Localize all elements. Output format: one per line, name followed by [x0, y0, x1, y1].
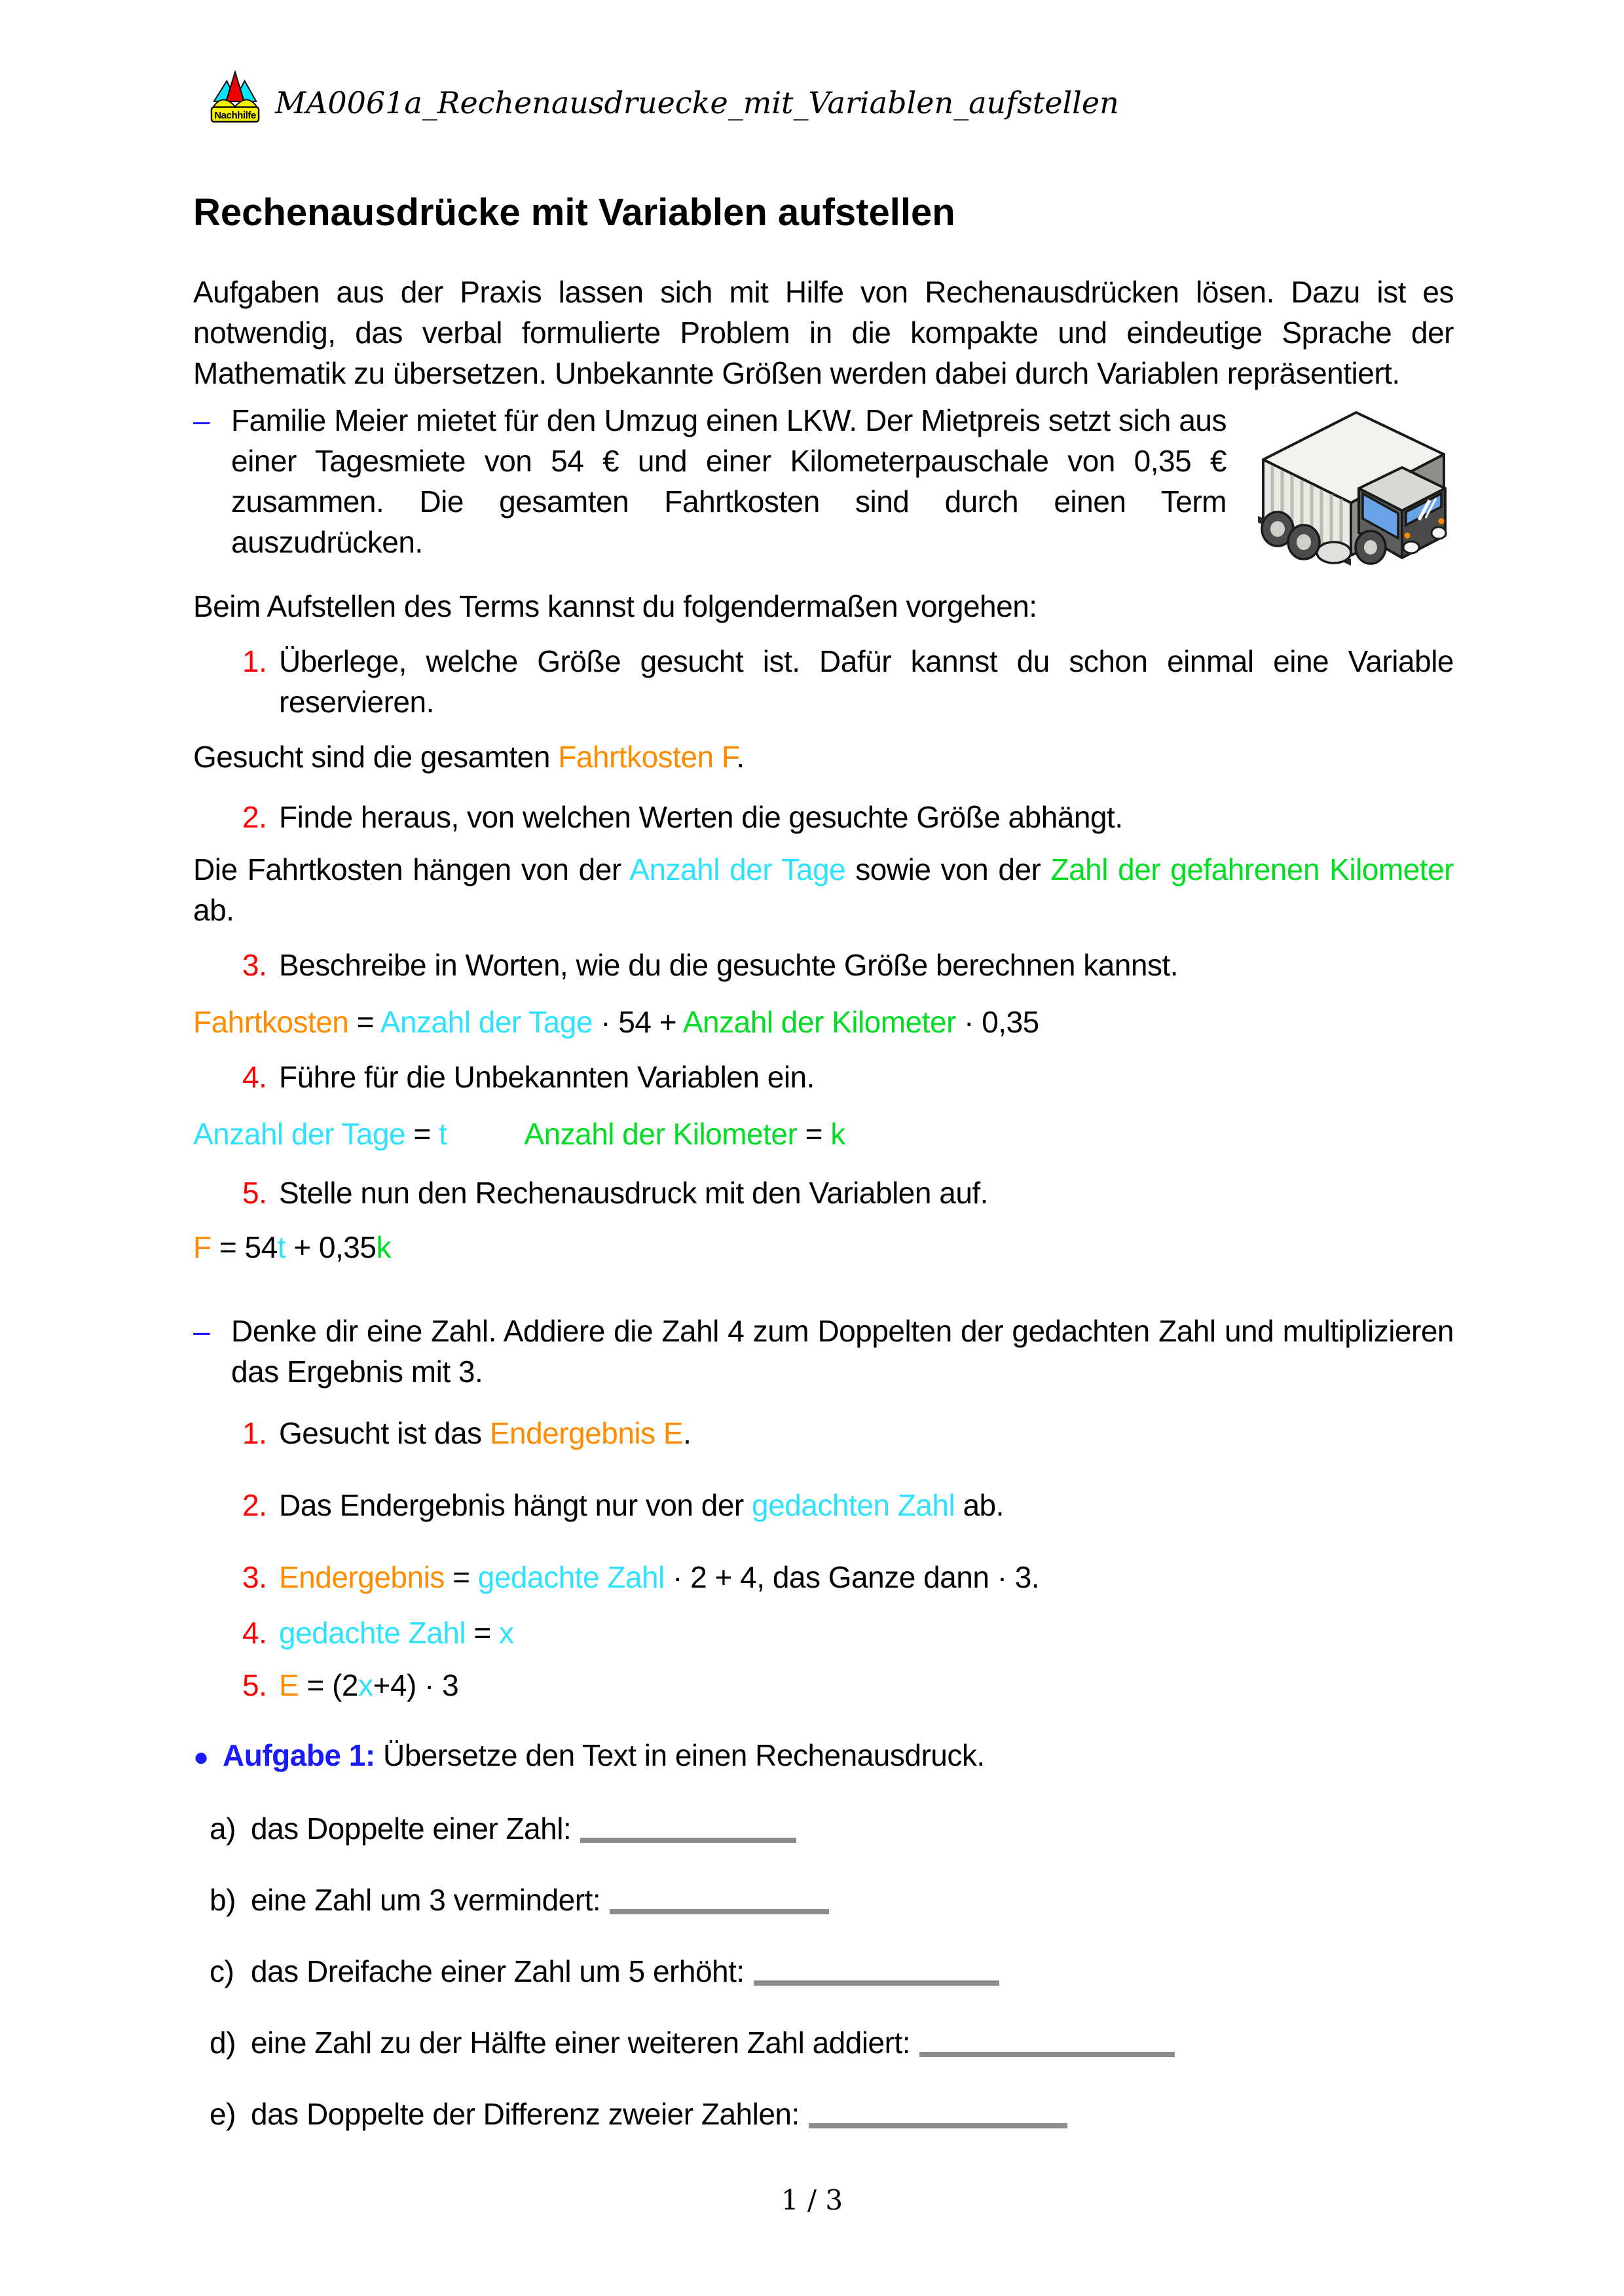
step-number: 4. — [242, 1060, 267, 1094]
bullet-dot: ● — [193, 1743, 209, 1772]
lkw-problem-text: Familie Meier mietet für den Umzug einen LKW. Der Mietpreis setzt sich aus einer Tagesmiete von 54 € und einer Kilometerpauschale von 0,35 € zusammen. Die gesamten Fahrtkosten sind durch einen Term auszudrücken. — [231, 403, 1227, 559]
b2-step-1 — [242, 1413, 1454, 1453]
step-text: Endergebnis = gedachte Zahl · 2 + 4, das Ganze dann · 3. — [279, 1560, 1040, 1594]
zahl-problem-text: Denke dir eine Zahl. Addiere die Zahl 4 zum Doppelten der gedachten Zahl und multiplizieren das Ergebnis mit 3. — [231, 1314, 1454, 1389]
step-text: Stelle nun den Rechenausdruck mit den Variablen auf. — [279, 1176, 988, 1210]
answer-blank — [754, 1980, 999, 1986]
task-b — [210, 1880, 1454, 1920]
step-number: 5. — [242, 1668, 267, 1702]
aufgabe-1-line — [223, 1735, 985, 1776]
answer-blank — [610, 1909, 829, 1914]
lead-in-text: Beim Aufstellen des Terms kannst du folgendermaßen vorgehen: — [193, 589, 1037, 623]
aufgabe-1-label: Aufgabe 1: — [223, 1738, 383, 1772]
task-text: das Doppelte der Differenz zweier Zahlen: — [251, 2094, 1067, 2134]
truck-image — [1247, 390, 1457, 566]
aufgabe-1-text: Übersetze den Text in einen Rechenausdruck. — [382, 1738, 985, 1772]
step-number: 1. — [242, 644, 267, 678]
logo-label: Nachhilfe — [214, 110, 256, 122]
page-title: Rechenausdrücke mit Variablen aufstellen — [193, 191, 955, 234]
step-text: Das Endergebnis hängt nur von der gedachten Zahl ab. — [279, 1488, 1004, 1522]
answer-blank — [809, 2123, 1067, 2128]
task-d — [210, 2022, 1454, 2063]
document-filename: MA0061a_Rechenausdruecke_mit_Variablen_aufstellen — [275, 85, 1119, 120]
step-number: 4. — [242, 1616, 267, 1650]
step-5 — [242, 1173, 1454, 1213]
task-text: das Dreifache einer Zahl um 5 erhöht: — [251, 1951, 999, 1992]
abhaengt-line: Die Fahrtkosten hängen von der Anzahl der Tage sowie von der Zahl der gefahrenen Kilometer ab. — [193, 852, 1454, 927]
dash-bullet: – — [193, 403, 210, 437]
step-3 — [242, 945, 1454, 985]
task-letter: a) — [210, 1812, 236, 1846]
task-text: das Doppelte einer Zahl: — [251, 1808, 796, 1849]
step-number: 5. — [242, 1176, 267, 1210]
dash-bullet: – — [193, 1314, 210, 1348]
gesucht-line: Gesucht sind die gesamten Fahrtkosten F. — [193, 740, 745, 774]
step-text: Überlege, welche Größe gesucht ist. Dafür kannst du schon einmal eine Variable reservieren. — [279, 644, 1454, 719]
task-letter: c) — [210, 1954, 234, 1988]
aufgabe-1-heading — [193, 1735, 1454, 1777]
b2-step-4 — [242, 1613, 1454, 1653]
step-text: Gesucht ist das Endergebnis E. — [279, 1416, 692, 1450]
step-2 — [242, 797, 1454, 837]
b2-step-2 — [242, 1485, 1454, 1525]
step-number: 3. — [242, 948, 267, 982]
task-text: eine Zahl um 3 vermindert: — [251, 1880, 829, 1920]
answer-blank — [580, 1838, 796, 1843]
formula-vars: F = 54t + 0,35k — [193, 1230, 391, 1264]
b2-step-3 — [242, 1557, 1454, 1597]
formula-words: Fahrtkosten = Anzahl der Tage · 54 + Anzahl der Kilometer · 0,35 — [193, 1005, 1039, 1039]
task-a — [210, 1808, 1454, 1849]
page-number: 1 / 3 — [781, 2184, 843, 2216]
intro-paragraph: Aufgaben aus der Praxis lassen sich mit Hilfe von Rechenausdrücken lösen. Dazu ist es notwendig, das verbal formulierte Problem in die kompakte und eindeutige Sprache der Mathematik zu übersetzen. Unbekannte Größen werden dabei durch Variablen repräsentiert. — [193, 275, 1454, 390]
task-letter: d) — [210, 2026, 236, 2060]
step-text: Beschreibe in Worten, wie du die gesuchte Größe berechnen kannst. — [279, 948, 1179, 982]
step-4 — [242, 1057, 1454, 1097]
task-text: eine Zahl zu der Hälfte einer weiteren Zahl addiert: — [251, 2022, 1175, 2063]
page-header — [210, 68, 1119, 124]
step-1 — [242, 641, 1454, 722]
task-letter: e) — [210, 2097, 236, 2131]
step-number: 2. — [242, 1488, 267, 1522]
step-text: Finde heraus, von welchen Werten die gesuchte Größe abhängt. — [279, 800, 1123, 834]
task-letter: b) — [210, 1883, 236, 1917]
step-text: E = (2x+4) · 3 — [279, 1668, 459, 1702]
step-text: Führe für die Unbekannten Variablen ein. — [279, 1060, 815, 1094]
answer-blank — [919, 2052, 1175, 2057]
bullet-zahl-problem — [193, 1311, 1454, 1392]
step-text: gedachte Zahl = x — [279, 1616, 514, 1650]
nachhilfe-logo-icon — [210, 68, 261, 124]
step-number: 2. — [242, 800, 267, 834]
b2-step-5 — [242, 1665, 1454, 1705]
task-c — [210, 1951, 1454, 1992]
bullet-lkw-problem — [193, 400, 1454, 562]
step-number: 3. — [242, 1560, 267, 1594]
variables-line: Anzahl der Tage = t Anzahl der Kilometer = k — [193, 1117, 845, 1151]
step-number: 1. — [242, 1416, 267, 1450]
task-e — [210, 2094, 1454, 2134]
